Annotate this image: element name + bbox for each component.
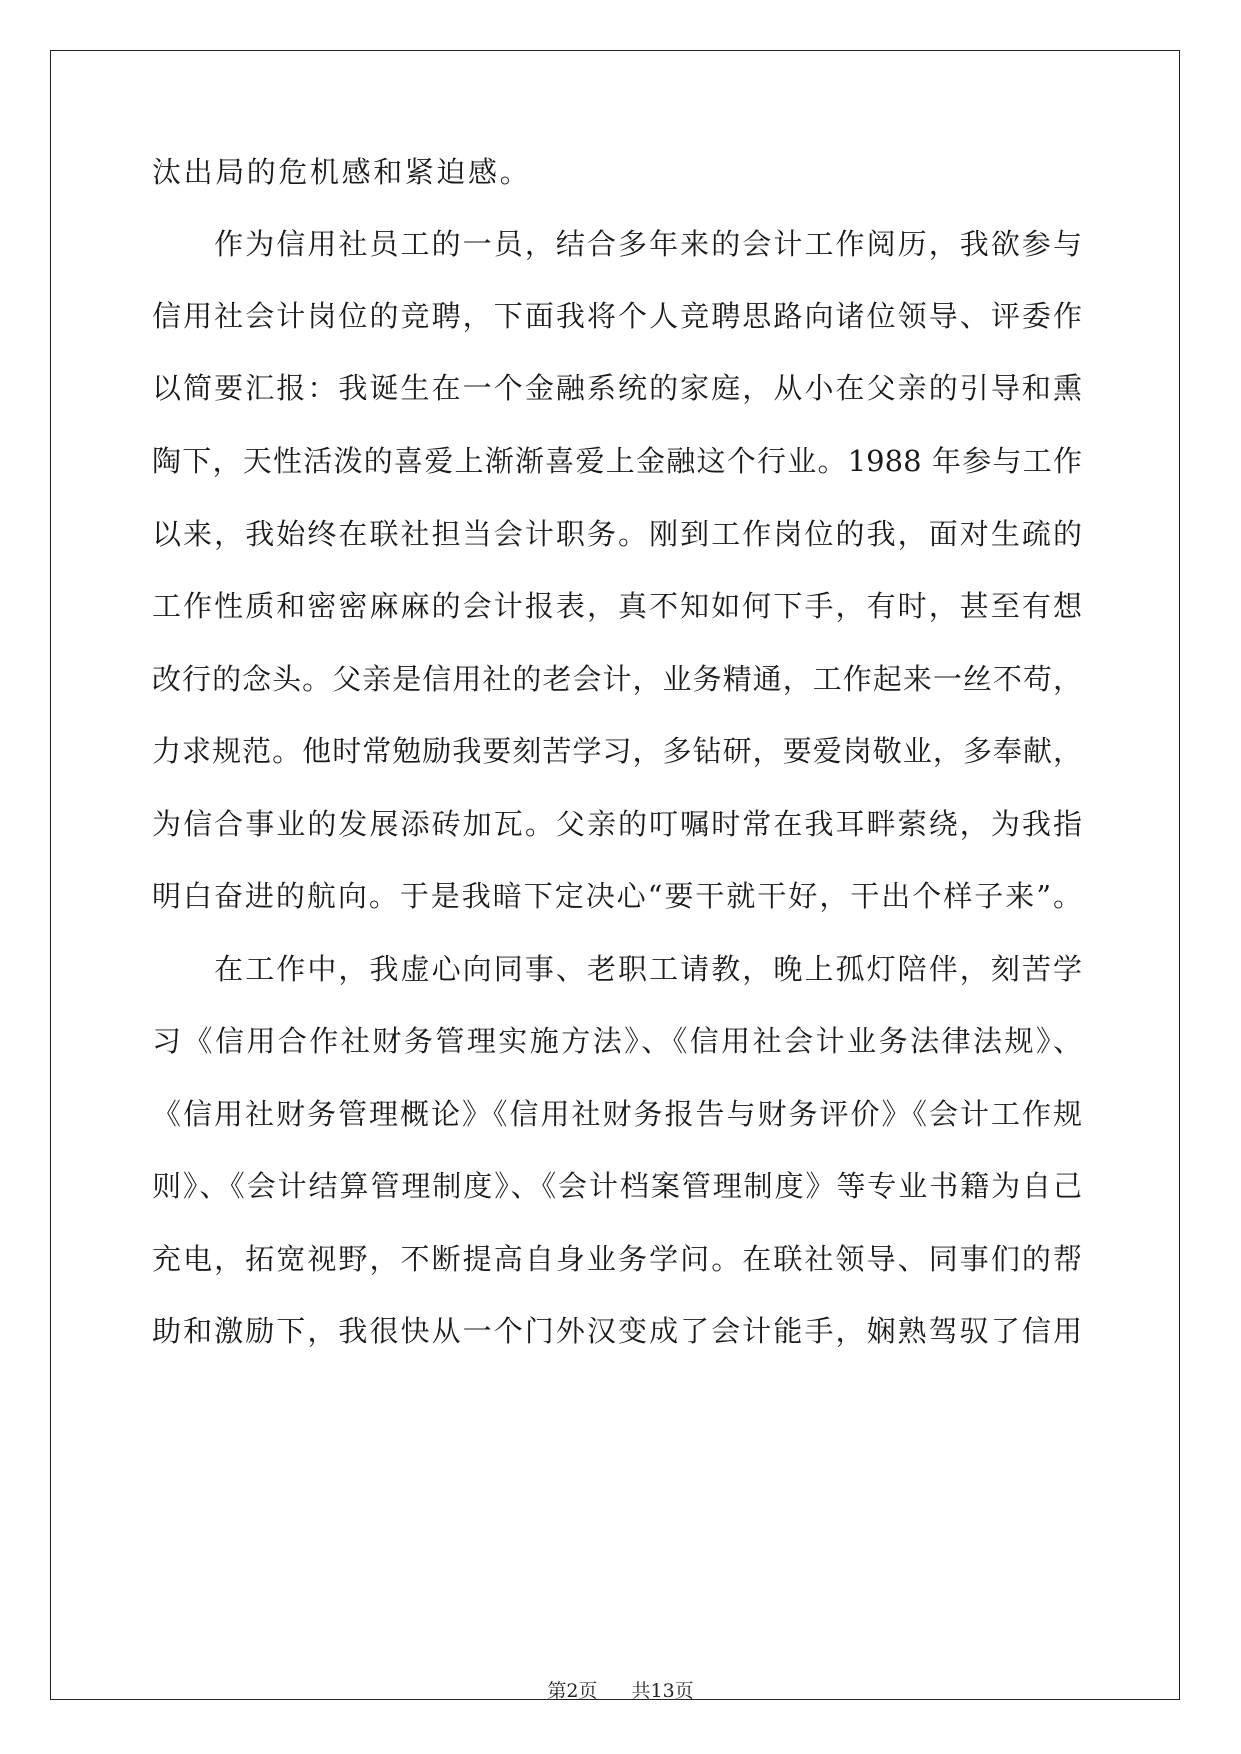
text-line: 为信合事业的发展添砖加瓦。父亲的叮嘱时常在我耳畔萦绕，为我指 — [152, 807, 1082, 841]
text-line: 充电，拓宽视野，不断提高自身业务学问。在联社领导、同事们的帮 — [152, 1242, 1082, 1276]
text-line: 作为信用社员工的一员，结合多年来的会计工作阅历，我欲参与 — [152, 227, 1082, 261]
text-line: 工作性质和密密麻麻的会计报表，真不知如何下手，有时，甚至有想 — [152, 589, 1082, 623]
text-line: 明白奋进的航向。于是我暗下定决心“要干就干好，干出个样子来”。 — [152, 879, 1082, 913]
text-line: 陶下，天性活泼的喜爱上渐渐喜爱上金融这个行业。1988 年参与工作 — [152, 444, 1082, 478]
page-number: 第2页 — [547, 1680, 598, 1702]
text-line: 助和激励下，我很快从一个门外汉变成了会计能手，娴熟驾驭了信用 — [152, 1314, 1082, 1348]
text-line: 习《信用合作社财务管理实施方法》、《信用社会计业务法律法规》、 — [152, 1024, 1082, 1058]
text-line: 《信用社财务管理概论》《信用社财务报告与财务评价》《会计工作规 — [152, 1097, 1082, 1131]
page-footer — [0, 1676, 1241, 1703]
text-line: 汰出局的危机感和紧迫感。 — [152, 155, 532, 189]
text-line: 在工作中，我虚心向同事、老职工请教，晚上孤灯陪伴，刻苦学 — [152, 952, 1082, 986]
text-line: 改行的念头。父亲是信用社的老会计，业务精通，工作起来一丝不苟， — [152, 662, 1082, 696]
text-line: 力求规范。他时常勉励我要刻苦学习，多钻研，要爱岗敬业，多奉献， — [152, 734, 1082, 768]
text-line: 以简要汇报：我诞生在一个金融系统的家庭，从小在父亲的引导和熏 — [152, 371, 1082, 405]
text-line: 以来，我始终在联社担当会计职务。刚到工作岗位的我，面对生疏的 — [152, 517, 1082, 551]
page-total: 共13页 — [631, 1680, 694, 1702]
text-line: 则》、《会计结算管理制度》、《会计档案管理制度》等专业书籍为自己 — [152, 1169, 1082, 1203]
text-line: 信用社会计岗位的竞聘，下面我将个人竞聘思路向诸位领导、评委作 — [152, 299, 1082, 333]
